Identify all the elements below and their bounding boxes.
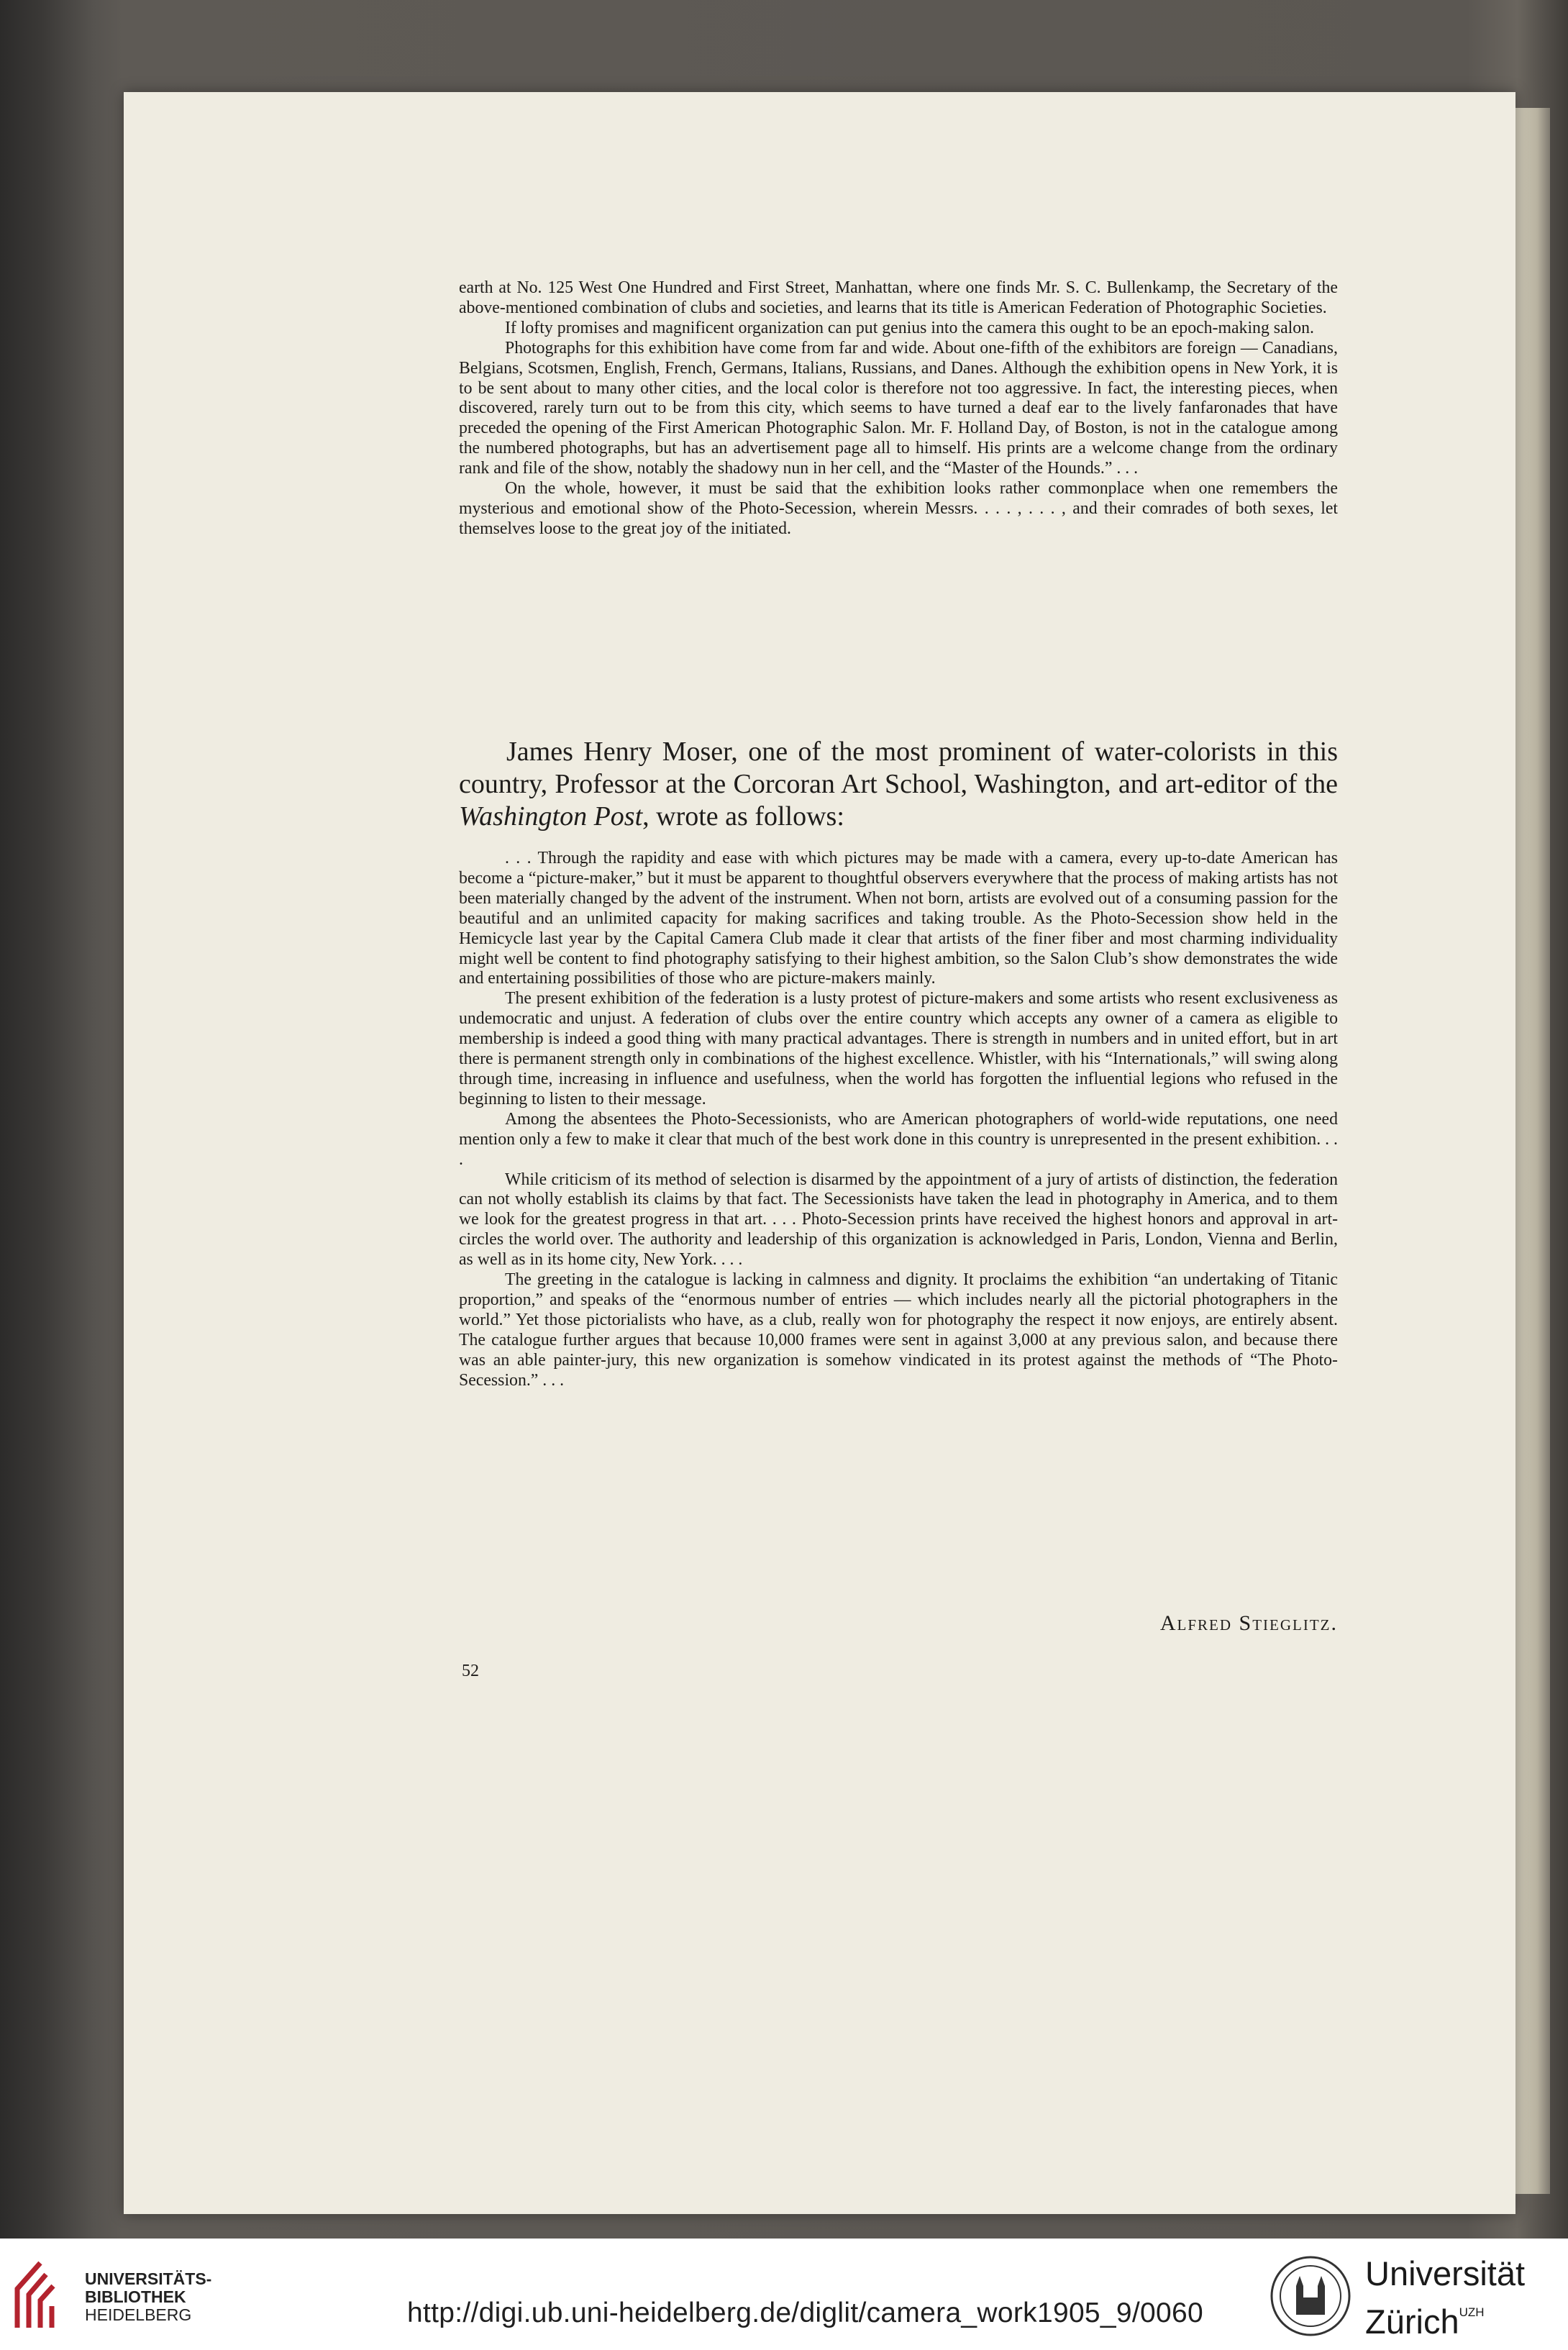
paragraph: While criticism of its method of selection is disarmed by the appointment of a jury of artists of distinction, the federation can not wholly establish its claims by that fact. The Secessionists have taken the lead in photography in America, and to them we look for the greatest progress in that art. . . . Photo-Secession prints have received the highest honors and approval in art-circles the world over. The authority and leadership of this organization is acknowledged in Paris, London, Vienna and Berlin, as well as in its home city, New York. . . . (459, 1170, 1338, 1270)
library-name-line: BIBLIOTHEK (85, 2287, 186, 2306)
heidelberg-library-name[interactable] (85, 2270, 211, 2324)
author-signature: Alfred Stieglitz. (1159, 1611, 1338, 1635)
quoted-review (459, 849, 1338, 1390)
viewer-footer (0, 2239, 1568, 2350)
uzh-city: Zürich (1365, 2303, 1459, 2341)
heading-text: James Henry Moser, one of the most prominent of water-colorists in this country, Professor at the Corcoran Art School, Washington, and art-editor of the (459, 737, 1338, 799)
section-heading (459, 736, 1338, 833)
page-number: 52 (462, 1662, 479, 1680)
paragraph: The present exhibition of the federation is a lusty protest of picture-makers and some artists who resent exclusiveness as undemocratic and unjust. A federation of clubs over the entire country which accepts any owner of a camera as eligible to membership is indeed a good thing with many practical advantages. There is strength in numbers and in united effort, but in art there is permanent strength only in combinations of the highest excellence. Whistler, with his “Internationals,” will swing along through time, increasing in influence and usefulness, when the world has forgotten the influential legions who refused in the beginning to listen to their message. (459, 989, 1338, 1108)
library-name-line: HEIDELBERG (85, 2305, 192, 2324)
uzh-name-line: Universität (1365, 2254, 1526, 2292)
paragraph: On the whole, however, it must be said that the exhibition looks rather commonplace when one remembers the mysterious and emotional show of the Photo-Secession, wherein Messrs. . . . , . . . , and their comrades of both sexes, let themselves loose to the great joy of the initiated. (459, 479, 1338, 538)
paragraph: Among the absentees the Photo-Secessionists, who are American photographers of world-wide reputations, one need mention only a few to make it clear that much of the best work done in this country is unrepresented in the present exhibition. . . . (459, 1109, 1338, 1169)
paragraph: The greeting in the catalogue is lacking in calmness and dignity. It proclaims the exhibition “an undertaking of Titanic proportion,” and speaks of the “enormous number of entries — which includes nearly all the pictorial photographers in the world.” Yet those pictorialists who have, as a club, really won for photography the respect it now enjoys, are entirely absent. The catalogue further argues that because 10,000 frames were sent in against 3,000 at any previous salon, and because there was an able painter-jury, this new organization is somehow vindicated in its protest against the methods of “The Photo-Secession.” . . . (459, 1270, 1338, 1390)
intro-text (459, 278, 1338, 539)
uzh-seal-icon[interactable] (1269, 2254, 1352, 2338)
library-name-line: UNIVERSITÄTS- (85, 2269, 212, 2288)
uzh-abbrev: UZH (1459, 2305, 1485, 2319)
paragraph: earth at No. 125 West One Hundred and First Street, Manhattan, where one finds Mr. S. C. Bullenkamp, the Secretary of the above-mentioned combination of clubs and societies, and learns that its title is American Federation of Photographic Societies. (459, 278, 1338, 317)
heading-text-end: , wrote as follows: (642, 801, 844, 832)
heading-newspaper-title: Washington Post (459, 801, 643, 832)
paragraph: If lofty promises and magnificent organization can put genius into the camera this ought to be an epoch-making salon. (505, 318, 1314, 337)
paragraph: . . . Through the rapidity and ease with which pictures may be made with a camera, every up-to-date American has become a “picture-maker,” but it must be apparent to thoughtful observers everywhere that the process of making artists has not been materially changed by the advent of the instrument. When not born, artists are evolved out of a consuming passion for the beautiful and an unlimited capacity for making sacrifices and taking trouble. As the Photo-Secession show held in the Hemicycle last year by the Capital Camera Club made it clear that artists of the finer fiber and most charming individuality might well be content to find photography satisfying to their highest ambition, so the Salon Club’s show demonstrates the wide and entertaining possibilities of those who are picture-makers mainly. (459, 849, 1338, 988)
uzh-name[interactable] (1365, 2254, 1525, 2341)
uzh-name-line (1365, 2293, 1525, 2341)
paragraph: Photographs for this exhibition have come from far and wide. About one-fifth of the exhibitors are foreign — Canadians, Belgians, Scotsmen, English, French, Germans, Italians, Russians, and Danes. Although the exhibition opens in New York, it is to be sent about to many other cities, and the local color is therefore not too aggressive. In fact, the interesting pieces, when discovered, rarely turn out to be from this city, which seems to have turned a deaf ear to the lively fanfaronades that have preceded the opening of the First American Photographic Salon. Mr. F. Holland Day, of Boston, is not in the catalogue among the numbered photographs, but has an advertisement page all to himself. His prints are a welcome change from the ordinary rank and file of the show, notably the shadowy nun in her cell, and the “Master of the Hounds.” . . . (459, 338, 1338, 478)
permalink-url[interactable]: http://digi.ub.uni-heidelberg.de/diglit/camera_work1905_9/0060 (407, 2297, 1204, 2328)
heidelberg-library-logo-icon[interactable] (12, 2253, 76, 2333)
